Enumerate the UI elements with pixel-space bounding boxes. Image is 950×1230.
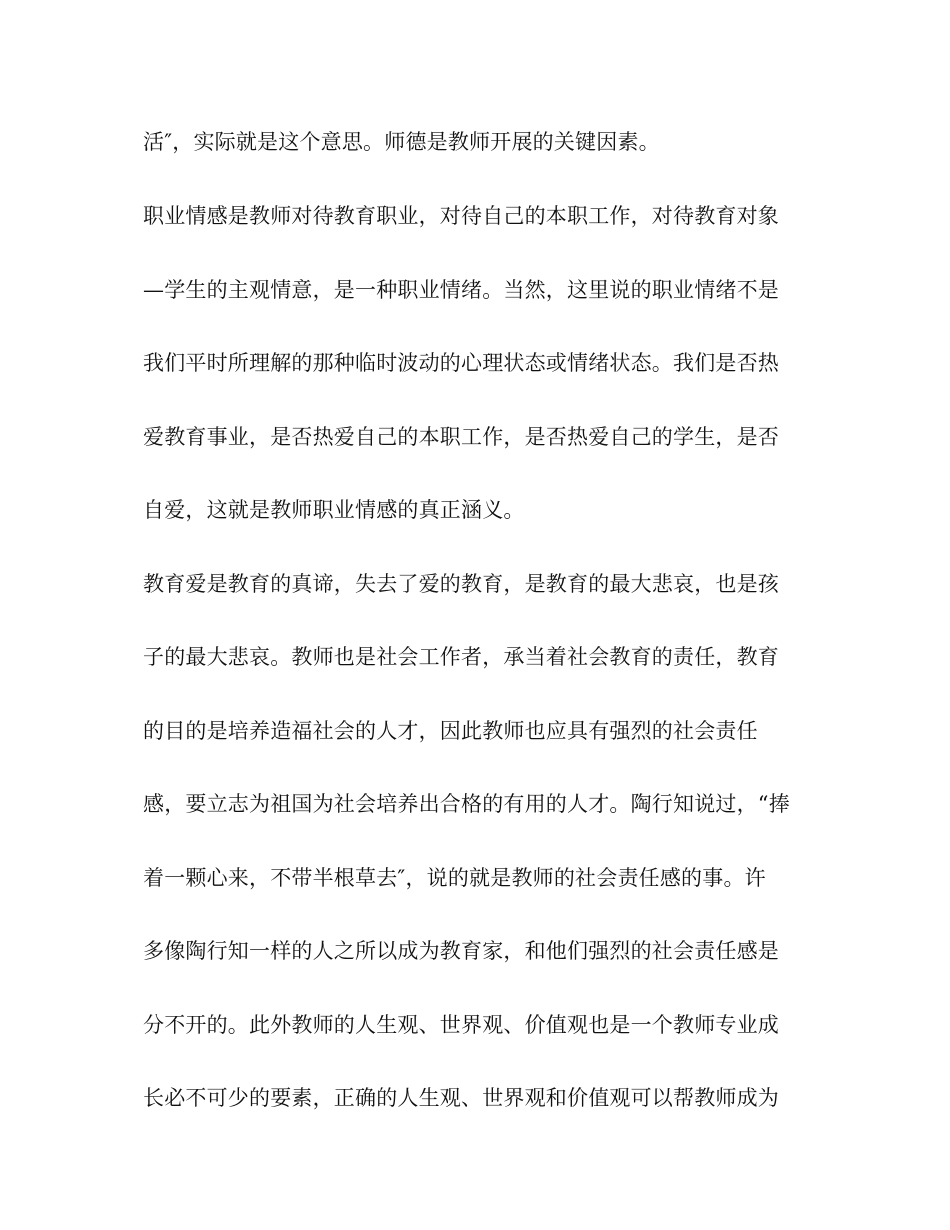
text-line: 感，要立志为祖国为社会培养出合格的有用的人才。陶行知说过，“捧 — [143, 792, 790, 816]
text-line: 子的最大悲哀。教师也是社会工作者，承当着社会教育的责任，教育 — [143, 645, 779, 669]
text-line: 多像陶行知一样的人之所以成为教育家，和他们强烈的社会责任感是 — [143, 939, 779, 963]
text-line: 职业情感是教师对待教育职业，对待自己的本职工作，对待教育对象 — [143, 204, 779, 228]
text-line: 分不开的。此外教师的人生观、世界观、价值观也是一个教师专业成 — [143, 1013, 779, 1037]
text-line: —学生的主观情意，是一种职业情绪。当然，这里说的职业情绪不是 — [143, 278, 779, 302]
text-line: 着一颗心来，不带半根草去″，说的就是教师的社会责任感的事。许 — [143, 866, 766, 890]
text-line: 教育爱是教育的真谛，失去了爱的教育，是教育的最大悲哀，也是孩 — [143, 572, 779, 596]
text-line: 自爱，这就是教师职业情感的真正涵义。 — [143, 498, 525, 522]
text-line: 长必不可少的要素，正确的人生观、世界观和价值观可以帮教师成为 — [143, 1086, 779, 1110]
text-line: 我们平时所理解的那种临时波动的心理状态或情绪状态。我们是否热 — [143, 351, 779, 375]
text-line: 爱教育事业，是否热爱自己的本职工作，是否热爱自己的学生，是否 — [143, 425, 779, 449]
text-line: 的目的是培养造福社会的人才，因此教师也应具有强烈的社会责任 — [143, 719, 758, 743]
text-line: 活″，实际就是这个意思。师德是教师开展的关键因素。 — [143, 130, 660, 154]
